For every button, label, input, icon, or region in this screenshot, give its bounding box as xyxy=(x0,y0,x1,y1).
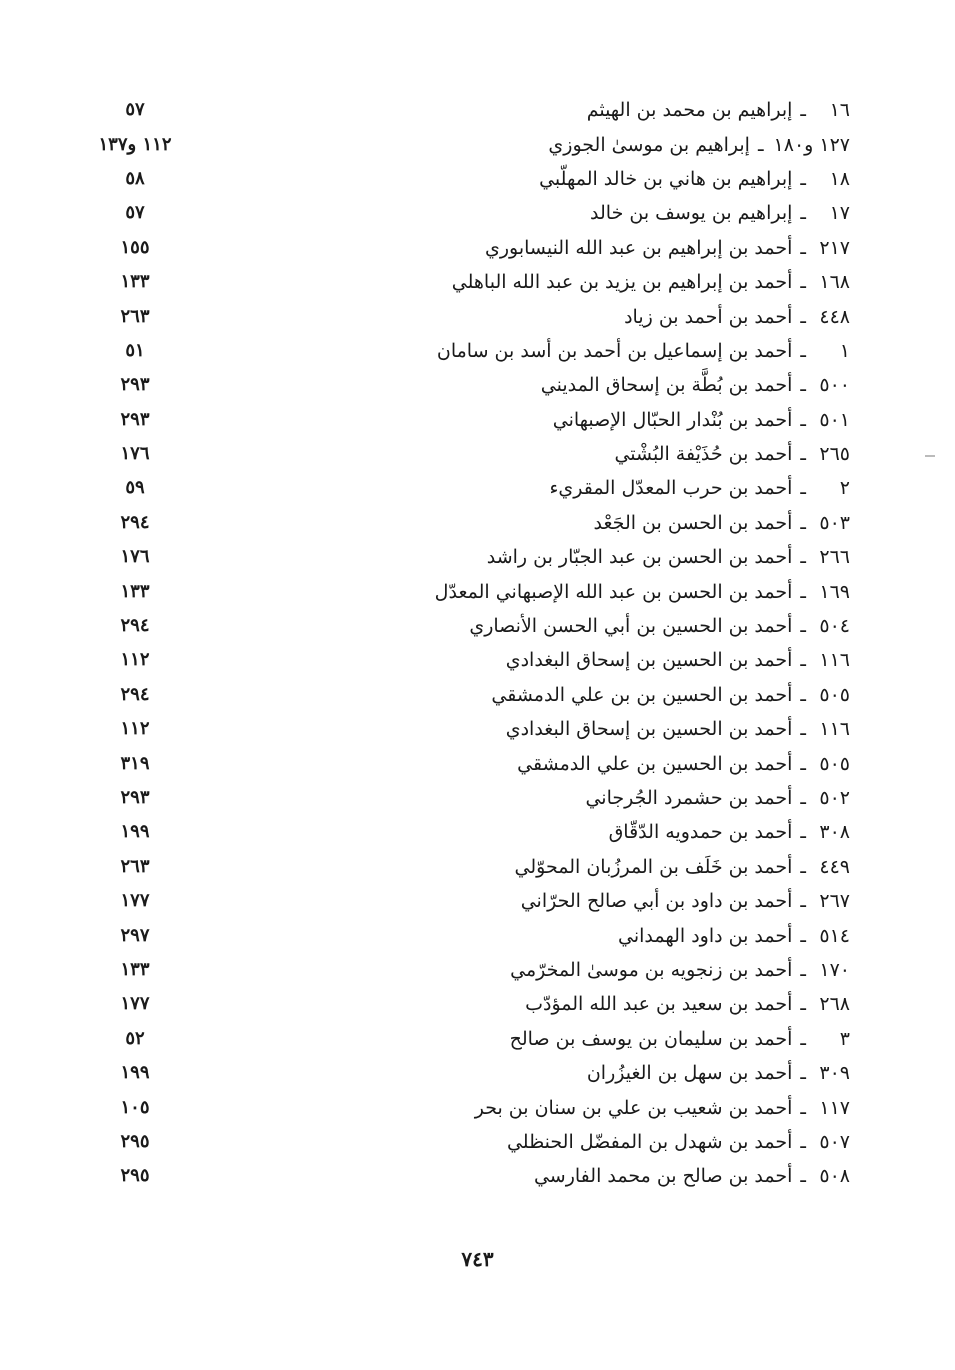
entry-name: أحمد بن الحسن بن الجَعْد xyxy=(593,511,793,534)
entry-page-ref: ١٩٩ xyxy=(120,1062,150,1084)
entry-number: ٥٠٣ xyxy=(819,511,850,534)
entry-dash: ـ xyxy=(800,305,806,328)
index-entry xyxy=(80,850,850,884)
entry-dash: ـ xyxy=(800,1096,806,1119)
index-entry xyxy=(80,368,850,402)
entry-name: أحمد بن صالح بن محمد الفارسي xyxy=(533,1165,793,1188)
entry-name: أحمد بن الحسين بن علي الدمشقي xyxy=(517,752,793,775)
index-entry xyxy=(80,987,850,1021)
index-entry xyxy=(80,403,850,437)
entry-number: ١٧٠ xyxy=(819,958,850,981)
index-entry xyxy=(80,1022,850,1056)
entry-page-ref: ٢٩٤ xyxy=(120,511,150,533)
entry-number: ٥٠٨ xyxy=(819,1165,850,1188)
entry-dash: ـ xyxy=(757,133,764,156)
entry-page-ref: ١٣٣ xyxy=(120,580,150,602)
index-entry xyxy=(80,815,850,849)
entry-number: ١٨ xyxy=(829,167,850,190)
entry-page-ref: ٥٨ xyxy=(125,167,145,189)
entry-number: ٥٠٠ xyxy=(819,374,850,397)
entry-name: أحمد بن الحسين بن إسحاق البغدادي xyxy=(505,718,793,741)
index-entry xyxy=(80,781,850,815)
entry-dash: ـ xyxy=(800,958,806,981)
entry-name: أحمد بن زنجويه بن موسىٰ المخرّمي xyxy=(510,958,793,981)
entry-name: إبراهيم بن موسىٰ الجوزي xyxy=(548,133,750,156)
entry-name: أحمد بن داود الهمداني xyxy=(618,924,793,947)
entry-number: ٢ xyxy=(839,477,850,500)
entry-dash: ـ xyxy=(800,855,806,878)
entry-name: أحمد بن إسماعيل بن أحمد بن أسد بن سامان xyxy=(436,339,793,362)
index-entry xyxy=(80,678,850,712)
entry-dash: ـ xyxy=(800,167,806,190)
entry-page-ref: ٢٩٥ xyxy=(120,1130,150,1152)
entry-name: أحمد بن شعيب بن علي بن سنان بن بحر xyxy=(474,1096,793,1119)
entry-dash: ـ xyxy=(800,511,806,534)
entry-dash: ـ xyxy=(800,752,806,775)
index-entry xyxy=(80,471,850,505)
entry-number: ١١٦ xyxy=(819,718,850,741)
entry-dash: ـ xyxy=(800,924,806,947)
entry-number: ١٧ xyxy=(829,202,850,225)
entry-dash: ـ xyxy=(800,339,806,362)
entry-page-ref: ١٧٧ xyxy=(120,993,150,1015)
entry-dash: ـ xyxy=(800,890,806,913)
index-entry xyxy=(80,1056,850,1090)
entry-page-ref: ١١٢ xyxy=(120,718,150,740)
entry-dash: ـ xyxy=(800,718,806,741)
index-entry xyxy=(80,196,850,230)
entry-dash: ـ xyxy=(800,546,806,569)
index-entry xyxy=(80,540,850,574)
index-entry xyxy=(80,1159,850,1193)
entry-name: أحمد بن الحسين بن إسحاق البغدادي xyxy=(505,649,793,672)
entry-name: أحمد بن إبراهيم بن عبد الله النيسابوري xyxy=(484,236,793,259)
entry-name: أحمد بن داود بن أبي صالح الحرّاني xyxy=(520,890,793,913)
entry-page-ref: ٥٧ xyxy=(125,202,145,224)
index-entry xyxy=(80,574,850,608)
entry-number: ٢٦٦ xyxy=(819,546,850,569)
index-entry xyxy=(80,437,850,471)
entry-number: ٥٠١ xyxy=(819,408,850,431)
entry-name: أحمد بن حُذَيْفة البُشْتي xyxy=(614,443,793,466)
entry-page-ref: ١٧٦ xyxy=(120,443,150,465)
entry-dash: ـ xyxy=(800,408,806,431)
entry-dash: ـ xyxy=(800,374,806,397)
entry-number: ١١٧ xyxy=(819,1096,850,1119)
entry-page-ref: ١٥٥ xyxy=(120,236,150,258)
entry-dash: ـ xyxy=(800,580,806,603)
index-entry xyxy=(80,712,850,746)
entry-page-ref: ٥٧ xyxy=(125,99,145,121)
index-entry xyxy=(80,609,850,643)
entry-number: ١٦ xyxy=(829,99,850,122)
entry-name: أحمد بن حشمرد الجُرجاني xyxy=(585,787,793,809)
entry-page-ref: ٢٩٤ xyxy=(120,615,150,637)
entry-page-ref: ٢٩٣ xyxy=(120,787,150,808)
entry-name: أحمد بن خَلَف بن المرزُبان المحوّلي xyxy=(514,855,793,878)
entry-page-ref: ٥١ xyxy=(125,339,145,361)
entry-dash: ـ xyxy=(800,787,806,809)
index-entry xyxy=(80,299,850,333)
entry-page-ref: ٢٦٣ xyxy=(120,855,150,877)
entry-page-ref: ٢٦٣ xyxy=(120,305,150,327)
entry-page-ref: ٥٩ xyxy=(125,477,145,499)
entry-dash: ـ xyxy=(800,1062,806,1085)
index-entry xyxy=(80,334,850,368)
entry-page-ref: ١٧٦ xyxy=(120,546,150,568)
entry-page-ref: ٢٩٧ xyxy=(120,924,150,946)
entry-dash: ـ xyxy=(800,683,806,706)
entry-page-ref: ١٠٥ xyxy=(120,1096,150,1118)
page-number: ٧٤٣ xyxy=(461,1247,494,1271)
entry-name: أحمد بن الحسن بن عبد الجبّار بن راشد xyxy=(486,546,793,569)
entry-dash: ـ xyxy=(800,649,806,672)
entry-number: ٤٤٩ xyxy=(819,855,850,878)
entry-dash: ـ xyxy=(800,615,806,638)
entry-name: أحمد بن سهل بن الغيزُران xyxy=(586,1062,793,1085)
entry-name: أحمد بن سليمان بن يوسف بن صالح xyxy=(509,1027,793,1050)
index-entry xyxy=(80,1090,850,1124)
entry-number: ٥٠٥ xyxy=(819,752,850,775)
entry-number: ٣٠٨ xyxy=(819,821,850,844)
entry-dash: ـ xyxy=(800,99,806,122)
entry-name: أحمد بن الحسين بن أبي الحسن الأنصاري xyxy=(469,615,793,638)
index-entry xyxy=(80,265,850,299)
index-entry xyxy=(80,643,850,677)
index-entry xyxy=(80,127,850,161)
entry-name: أحمد بن حمدويه الدّقّاق xyxy=(608,821,793,844)
entry-dash: ـ xyxy=(800,1130,806,1153)
entry-number: ٣ xyxy=(839,1027,850,1050)
entry-number: ٥٠٥ xyxy=(819,683,850,706)
entry-page-ref: ١٧٧ xyxy=(120,890,150,912)
entry-name: إبراهيم بن محمد بن الهيثم xyxy=(586,99,793,122)
entry-page-ref: ٢٩٣ xyxy=(120,374,150,396)
entry-name: أحمد بن حرب المعدّل المقريء xyxy=(549,477,793,500)
index-entry xyxy=(80,93,850,127)
entry-name: أحمد بن بُطَّة بن إسحاق المديني xyxy=(540,374,793,397)
entry-page-ref: ١٣٣ xyxy=(120,958,150,980)
entry-name: أحمد بن أحمد بن زياد xyxy=(624,305,793,328)
index-entry xyxy=(80,1125,850,1159)
entry-number: ٢٦٥ xyxy=(819,443,850,466)
entry-page-ref: ٢٩٥ xyxy=(120,1165,150,1187)
entry-dash: ـ xyxy=(800,202,806,225)
entry-dash: ـ xyxy=(800,271,806,294)
margin-mark xyxy=(925,455,935,457)
entry-dash: ـ xyxy=(800,993,806,1016)
entry-number: ٢١٧ xyxy=(819,236,850,259)
entry-number: ١ xyxy=(839,339,850,362)
entry-number: ٢٦٨ xyxy=(819,993,850,1016)
index-entry xyxy=(80,162,850,196)
entry-page-ref: ١٣٣ xyxy=(120,271,150,293)
index-entry xyxy=(80,231,850,265)
entry-name: إبراهيم بن هاني بن خالد المهلّبي xyxy=(539,167,793,190)
entry-number: ٢٦٧ xyxy=(819,890,850,913)
entry-number: ٥٠٢ xyxy=(819,787,850,809)
entry-page-ref: ١٩٩ xyxy=(120,821,150,843)
index-entry xyxy=(80,746,850,780)
entry-page-ref: ١١٢ xyxy=(120,649,150,671)
entry-name: أحمد بن الحسن بن عبد الله الإصبهاني المعدّل xyxy=(434,580,793,603)
entry-number: ٤٤٨ xyxy=(819,305,850,328)
entry-name: أحمد بن شهدل بن المفضّل الحنظلي xyxy=(506,1130,793,1153)
index-entry xyxy=(80,953,850,987)
index-entry xyxy=(80,506,850,540)
entry-page-ref: ٥٢ xyxy=(125,1027,145,1049)
entry-name: إبراهيم بن يوسف بن خالد xyxy=(590,202,793,225)
entry-name: أحمد بن إبراهيم بن يزيد بن عبد الله الباهلي xyxy=(451,271,793,294)
entry-dash: ـ xyxy=(800,1165,806,1188)
entry-dash: ـ xyxy=(800,236,806,259)
entry-number: ٥٠٤ xyxy=(819,615,850,638)
entry-number: ١١٦ xyxy=(819,649,850,672)
entry-page-ref: ٢٩٣ xyxy=(120,408,150,430)
entry-page-ref: ١١٢ و١٣٧ xyxy=(98,133,172,155)
entry-number: ٥١٤ xyxy=(819,924,850,947)
entry-number: ١٦٩ xyxy=(819,580,850,603)
entry-dash: ـ xyxy=(800,443,806,466)
entry-number: ١٦٨ xyxy=(819,271,850,294)
entry-name: أحمد بن بُنْدار الحبّال الإصبهاني xyxy=(552,408,793,431)
entry-number: ٥٠٧ xyxy=(819,1130,850,1153)
entry-name: أحمد بن الحسين بن بن علي الدمشقي xyxy=(491,683,793,706)
entry-number: ١٢٧ و١٨٠ xyxy=(773,133,850,156)
entry-dash: ـ xyxy=(800,821,806,844)
entry-number: ٣٠٩ xyxy=(819,1062,850,1085)
entry-dash: ـ xyxy=(800,477,806,500)
index-entry xyxy=(80,884,850,918)
entry-dash: ـ xyxy=(800,1027,806,1050)
name-index-list xyxy=(80,93,850,1194)
index-entry xyxy=(80,918,850,952)
entry-page-ref: ٢٩٤ xyxy=(120,683,150,705)
entry-name: أحمد بن سعيد بن عبد الله المؤدّب xyxy=(525,993,793,1016)
entry-page-ref: ٣١٩ xyxy=(120,752,150,774)
